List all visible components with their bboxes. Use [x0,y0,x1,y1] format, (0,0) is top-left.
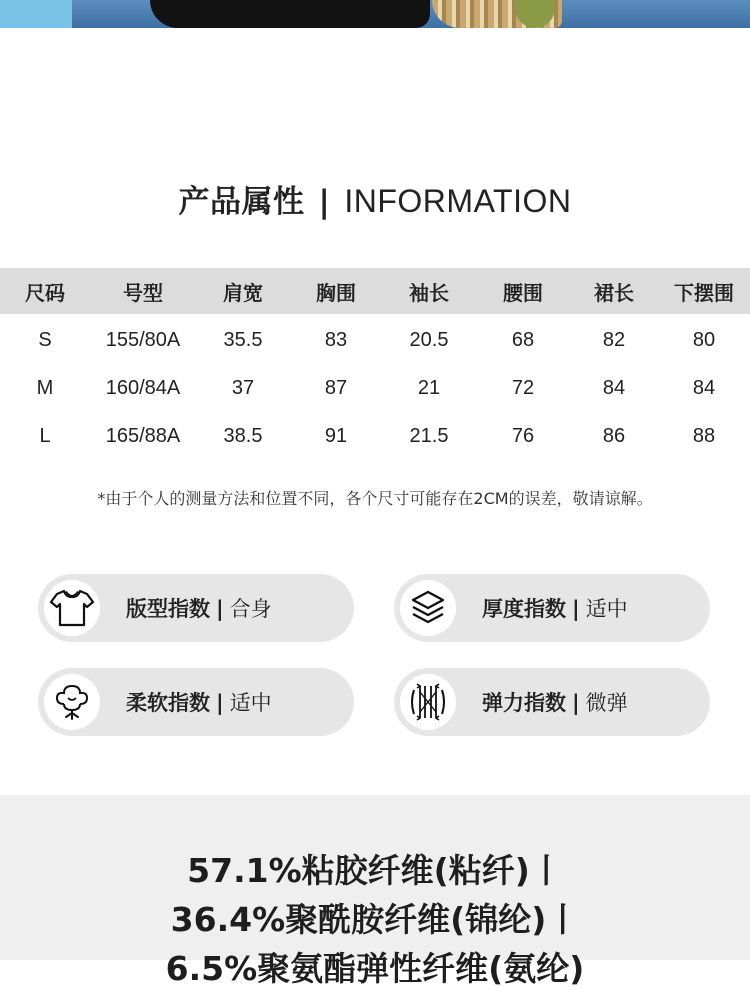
tshirt-icon [44,580,100,636]
photo-sky [0,0,72,28]
table-cell: 160/84A [105,376,181,399]
table-cell: 165/88A [105,424,181,447]
table-cell: 83 [324,328,348,351]
layers-icon [400,580,456,636]
table-cell: 88 [692,424,716,447]
header-shoulder: 肩宽 [196,268,290,314]
table-row [0,314,750,364]
index-separator: | [216,597,224,621]
table-cell: 21 [417,376,441,399]
index-value: 合身 [229,597,272,621]
index-value: 适中 [585,597,628,621]
header-sleeve: 袖长 [382,268,476,314]
cotton-icon [44,674,100,730]
elasticity-index-pill [394,668,710,736]
table-row [0,412,750,460]
table-cell: 20.5 [409,328,449,351]
table-cell: 86 [602,424,626,447]
index-separator: | [572,597,580,621]
header-fit-code: 号型 [90,268,196,314]
material-line: 6.5%聚氨酯弹性纤维(氨纶) [165,949,585,988]
table-cell: 68 [511,328,535,351]
index-separator: | [572,691,580,715]
table-row [0,364,750,412]
title-en: INFORMATION [344,183,572,219]
table-cell: 84 [692,376,716,399]
table-cell: 87 [324,376,348,399]
stretch-icon [400,674,456,730]
index-name: 弹力指数 [482,691,566,715]
table-cell: 82 [602,328,626,351]
header-hem: 下摆围 [658,268,750,314]
index-name: 版型指数 [126,597,210,621]
softness-index-pill [38,668,354,736]
table-cell: M [36,376,54,399]
table-cell: 38.5 [223,424,263,447]
table-cell: L [39,424,51,447]
header-skirt-length: 裙长 [570,268,658,314]
thickness-index-pill [394,574,710,642]
size-table [0,268,750,460]
material-line: 57.1%粘胶纤维(粘纤)丨 [187,851,563,890]
table-cell: 76 [511,424,535,447]
table-cell: 72 [511,376,535,399]
index-name: 柔软指数 [126,691,210,715]
header-waist: 腰围 [476,268,570,314]
table-cell: 80 [692,328,716,351]
product-photo-strip [0,0,750,28]
index-name: 厚度指数 [482,597,566,621]
table-cell: 155/80A [105,328,181,351]
index-value: 适中 [229,691,272,715]
measurement-note: *由于个人的测量方法和位置不同，各个尺寸可能存在2CM的误差，敬请谅解。 [97,489,653,508]
title-cn: 产品属性 [178,184,305,220]
photo-dress [150,0,430,28]
index-value: 微弹 [585,691,628,715]
table-cell: 84 [602,376,626,399]
section-title [0,176,750,221]
table-cell: 91 [324,424,348,447]
table-cell: 21.5 [409,424,449,447]
table-header-row [0,268,750,314]
table-cell: 35.5 [223,328,263,351]
material-line: 36.4%聚酰胺纤维(锦纶)丨 [170,900,580,939]
header-bust: 胸围 [290,268,382,314]
material-composition [0,795,750,988]
header-size: 尺码 [0,268,90,314]
table-cell: 37 [231,376,255,399]
fit-index-pill [38,574,354,642]
index-separator: | [216,691,224,715]
title-separator: | [318,184,331,220]
table-cell: S [38,328,52,351]
